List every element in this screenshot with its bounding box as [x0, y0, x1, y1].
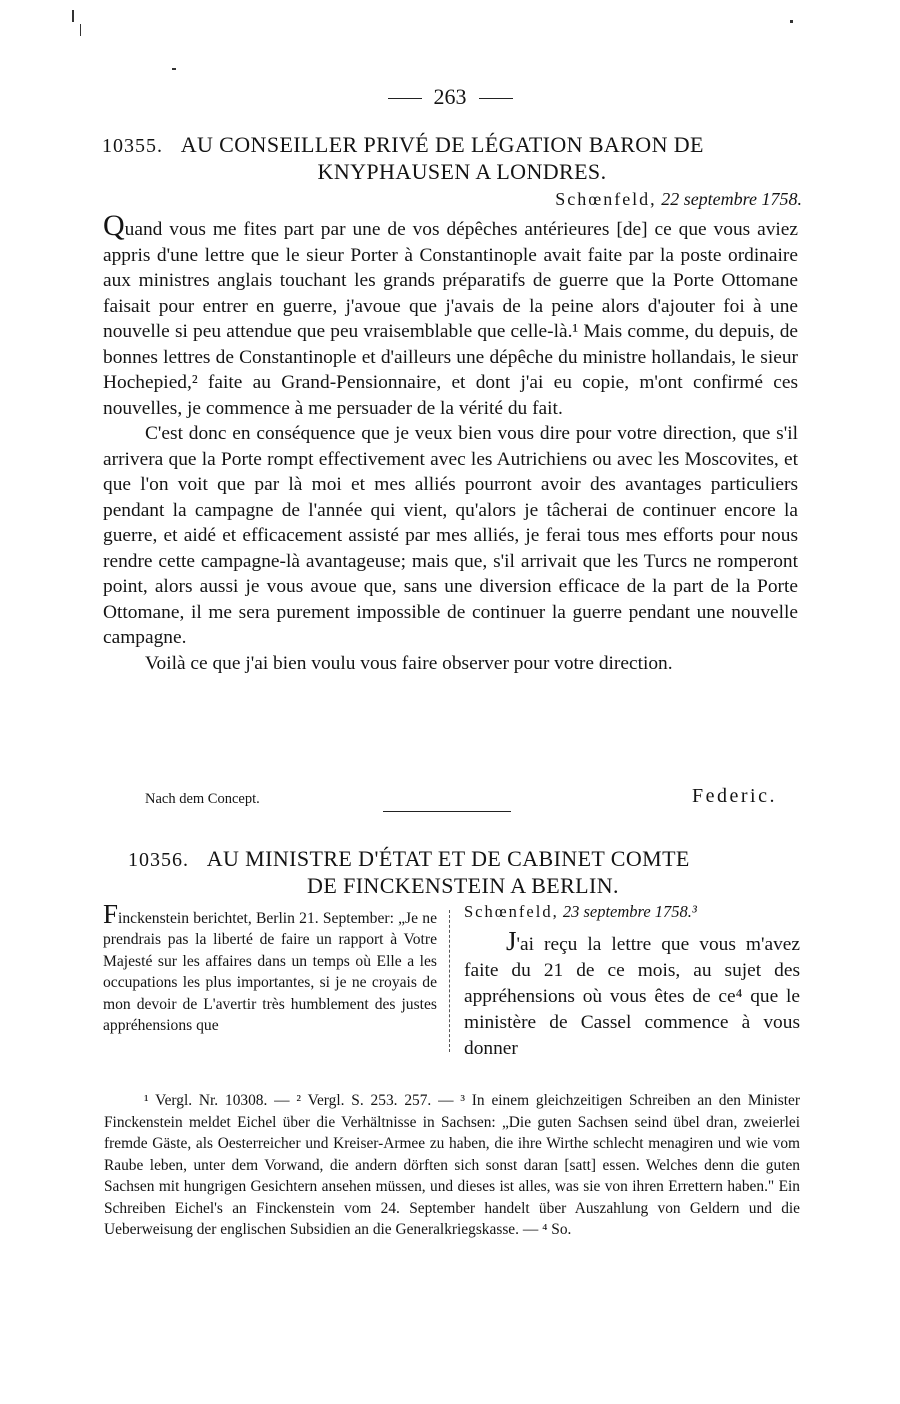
page-number-dash	[388, 98, 422, 99]
letter1-place: Schœnfeld,	[555, 189, 657, 209]
letter1-paragraph2: C'est donc en conséquence que je veux bien vous dire pour votre direction, que s'il arrivera que la Porte rompt effectivement avec les Autrichiens ou avec les Moscovites, et que l'on voit que par là moi et mes alliés pourront avoir des avantages particuliers pendant la campagne de l'année qui vient, qu'alors je tâcherai de continuer encore la guerre, et aidé et efficacement assisté par mes alliés, je ferai tous mes efforts pour nous rendre cette campagne-là avantageuse; mais que, s'il arrivait que les Turcs ne romperont point, alors aussi je vous avoue que, sans une diversion efficace de la part de la Porte Ottomane, il me sera purement impossible de continuer la guerre pendant une nouvelle campagne.	[103, 423, 798, 648]
letter1-paragraph1-text: uand vous me fites part par une de vos dépêches antérieures [de] ce que vous aviez appris d'une lettre que le sieur Porter à Constantinople avait faite par la poste ordinaire aux ministres anglais touchant les grands préparatifs de guerre que la Porte Ottomane faisait pour entrer en guerre, j'avoue que j'avais de la peine alors d'ajouter foi à une nouvelle si peu attendue que peu vraisemblable que celle-là.¹ Mais comme, du depuis, de bonnes lettres de Constantinople et d'ailleurs une dépêche du ministre hollandais, le sieur Hochepied,² faite au Grand-Pensionnaire, et dont j'ai eu copie, m'ont confirmé ces nouvelles, je commence à me persuader de la vérité du fait.	[103, 219, 798, 419]
scan-mark	[72, 10, 74, 22]
letter2-summary-text: inckenstein berichtet, Berlin 21. September: „Je ne prendrais pas la liberté de faire un rapport à Votre Majesté sur les affaires dans un temps où Elle a les occupations les plus importantes, si je ne croyais de mon devoir de L'avertir très humblement des justes appréhensions que	[103, 910, 437, 1035]
letter1-date: 22 septembre 1758.	[661, 189, 802, 209]
signature: Federic.	[692, 785, 777, 807]
scan-mark	[172, 68, 176, 70]
letter2-number: 10356.	[128, 849, 189, 871]
letter2-reply-body: 'ai reçu la lettre que vous m'avez faite du 21 de ce mois, au sujet des appréhensions où vous êtes de ce⁴ que le ministère de Cassel commence à vous donner	[464, 934, 800, 1059]
letter1-paragraph3: Voilà ce que j'ai bien voulu vous faire observer pour votre direction.	[145, 652, 673, 674]
letter2-summary-dropcap: F	[103, 899, 119, 929]
letter1-body	[103, 209, 798, 676]
letter1-signature-row	[103, 785, 783, 811]
letter2-place: Schœnfeld,	[464, 902, 559, 921]
letter2-reply-column	[464, 902, 800, 1062]
letter2-reply-dropcap: J	[506, 926, 517, 956]
scan-mark	[790, 20, 793, 23]
page-number-dash	[479, 98, 513, 99]
letter2-reply-text	[464, 928, 800, 1062]
letter1-paragraph1	[103, 209, 798, 421]
page-number-row	[0, 84, 900, 110]
scan-mark	[80, 24, 81, 36]
letter1-heading	[102, 132, 802, 185]
letter1-dropcap: Q	[103, 209, 125, 242]
section-divider	[383, 811, 511, 812]
source-note: Nach dem Concept.	[145, 791, 260, 807]
letter2-title-line2: DE FINCKENSTEIN A BERLIN.	[307, 873, 619, 898]
letter1-title-line1: AU CONSEILLER PRIVÉ DE LÉGATION BARON DE	[180, 132, 704, 157]
letter1-dateline	[555, 189, 802, 210]
letter2-dateline	[464, 902, 800, 922]
letter1-title-line2: KNYPHAUSEN A LONDRES.	[317, 159, 607, 184]
letter1-number: 10355.	[102, 135, 163, 157]
page-number: 263	[433, 84, 467, 109]
letter2-heading	[128, 846, 778, 899]
letter2-summary-column	[103, 899, 437, 1036]
letter2-date: 23 septembre 1758.³	[562, 902, 697, 921]
letter2-title-line1: AU MINISTRE D'ÉTAT ET DE CABINET COMTE	[206, 846, 690, 871]
footnotes	[104, 1090, 800, 1241]
footnotes-text: ¹ Vergl. Nr. 10308. — ² Vergl. S. 253. 257. — ³ In einem gleichzeitigen Schreiben an den Minister Finckenstein meldet Eichel über die Verhältnisse in Sachsen: „Die guten Sachsen seind übel dran, zweierlei fremde Gäste, als Oesterreicher und Kreiser-Armee zu haben, die ihre Wirthe schlecht menagiren und wie vom Raube leben, unter dem Vorwand, die andern dörften sich sonst daran [satt] essen. Welches denn die guten Sachsen mit hungrigen Gesichtern ansehen müssen, und dieses ist alles, was sie von ihren Errettern haben." Ein Schreiben Eichel's an Finckenstein vom 24. September handelt über Auszahlung von Geldern und die Ueberweisung der englischen Subsidien an die Generalkriegskasse. — ⁴ So.	[104, 1092, 800, 1238]
column-divider	[449, 910, 450, 1052]
